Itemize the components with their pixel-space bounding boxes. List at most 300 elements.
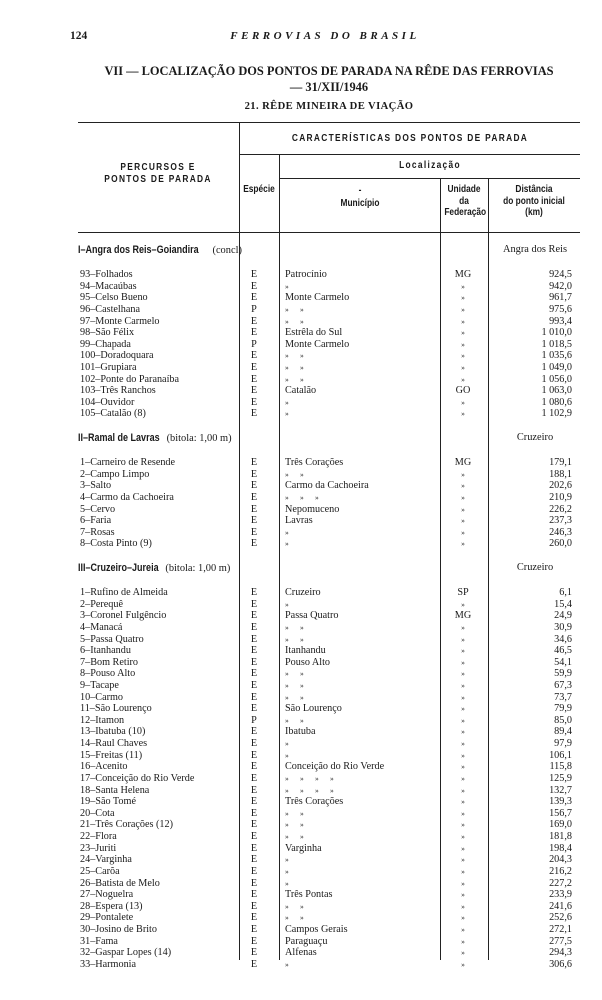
federal-unit: » <box>461 599 465 609</box>
municipality: » » <box>285 469 304 479</box>
federal-unit: GO <box>455 385 471 397</box>
station-name: 2–Campo Limpo <box>80 468 150 480</box>
station-name: 104–Ouvidor <box>80 396 135 408</box>
federal-unit: » <box>461 832 465 841</box>
station-name: 6–Faria <box>80 515 112 527</box>
table-row <box>78 761 576 773</box>
station-type: E <box>250 924 258 935</box>
station-name: 102–Ponte do Paranaíba <box>80 373 180 385</box>
table-row <box>78 866 576 878</box>
section-heading-name: II–Ramal de Lavras <box>78 432 160 444</box>
municipality: » <box>285 866 289 876</box>
station-type: E <box>250 703 258 715</box>
federal-unit: » <box>461 409 465 419</box>
municipality: » » <box>285 913 304 923</box>
municipality: » <box>285 281 289 291</box>
table-row <box>78 715 576 727</box>
station-type: E <box>250 865 258 877</box>
distance-km: 1 018,5 <box>541 338 572 350</box>
station-type: E <box>250 749 258 761</box>
section-heading-note: (concl) <box>209 245 242 256</box>
station-name: 12–Itamon <box>80 714 125 726</box>
station-type: E <box>250 842 258 854</box>
distance-km: 272,1 <box>549 924 572 935</box>
municipality: Nepomuceno <box>285 503 340 515</box>
distance-km: 210,9 <box>549 491 572 503</box>
station-type: E <box>250 668 258 680</box>
station-type: E <box>250 480 258 492</box>
federal-unit: » <box>461 959 465 969</box>
federal-unit: » <box>461 363 465 372</box>
municipality: » » » » <box>285 785 334 795</box>
municipality: » <box>285 397 289 407</box>
federal-unit: » <box>461 855 465 865</box>
table-row <box>78 362 576 374</box>
station-name: 22–Flora <box>80 831 117 842</box>
header-rule-localizacao <box>279 178 580 179</box>
federal-unit: » <box>461 469 465 479</box>
municipality: » <box>285 539 289 549</box>
municipality: Monte Carmelo <box>285 338 350 350</box>
federal-unit: » <box>461 785 465 795</box>
federal-unit: » <box>461 936 465 946</box>
station-name: 105–Catalão (8) <box>80 408 146 420</box>
section-origin: Cruzeiro <box>516 432 554 443</box>
federal-unit: MG <box>454 457 472 468</box>
station-type: E <box>250 503 258 515</box>
distance-km: 975,6 <box>549 303 572 315</box>
federal-unit: » <box>461 750 465 760</box>
municipality: Três Corações <box>285 457 344 468</box>
section-title <box>78 64 580 95</box>
distance-km: 24,9 <box>554 610 572 622</box>
station-name: 32–Gaspar Lopes (14) <box>80 947 172 959</box>
table-row <box>78 538 576 550</box>
station-name: 94–Macaúbas <box>80 280 137 292</box>
table-row <box>78 889 576 901</box>
table-row <box>78 901 576 913</box>
station-type: P <box>251 338 257 350</box>
table-row <box>78 622 576 634</box>
table-row <box>78 350 576 362</box>
table-row <box>78 292 576 304</box>
station-type: E <box>250 819 258 831</box>
municipality: Passa Quatro <box>285 610 339 622</box>
station-name: 8–Costa Pinto (9) <box>80 538 152 550</box>
station-type: E <box>250 515 258 527</box>
municipality: » » <box>285 692 304 702</box>
table-row <box>78 645 576 657</box>
distance-km: 216,2 <box>549 865 572 877</box>
federal-unit: » <box>461 797 465 807</box>
federal-unit: » <box>461 492 465 502</box>
distance-km: 67,3 <box>554 680 572 691</box>
table-row <box>78 750 576 762</box>
municipality: Ibatuba <box>285 726 316 738</box>
municipality: » » <box>285 622 304 632</box>
federal-unit: » <box>461 762 465 772</box>
distance-km: 237,3 <box>549 515 572 527</box>
station-name: 101–Grupiara <box>80 362 137 373</box>
distance-km: 252,6 <box>549 912 572 924</box>
distance-km: 188,1 <box>549 468 572 480</box>
station-name: 5–Passa Quatro <box>80 633 144 645</box>
section-origin: Cruzeiro <box>516 562 554 573</box>
table-row <box>78 680 576 692</box>
distance-km: 179,1 <box>549 457 572 468</box>
table-row <box>78 610 576 622</box>
municipality: » <box>285 855 289 865</box>
table-row <box>78 469 576 481</box>
federal-unit: » <box>461 843 465 853</box>
municipality: » <box>285 409 289 419</box>
header-unidade: Unidade da Federação <box>444 184 487 218</box>
header-distancia: Distância do ponto inicial (km) <box>503 184 565 218</box>
federal-unit: » <box>461 281 465 291</box>
municipality: » » <box>285 820 304 830</box>
municipality: Patrocínio <box>285 269 327 280</box>
federal-unit: » <box>461 374 465 384</box>
table-row <box>78 527 576 539</box>
station-name: 24–Varginha <box>80 854 132 866</box>
distance-km: 89,4 <box>554 726 572 738</box>
station-type: E <box>250 327 258 339</box>
station-type: E <box>250 491 258 503</box>
station-name: 18–Santa Helena <box>80 784 150 796</box>
federal-unit: MG <box>454 610 472 622</box>
station-name: 8–Pouso Alto <box>80 668 136 680</box>
station-name: 28–Espera (13) <box>80 900 143 912</box>
distance-km: 79,9 <box>554 703 572 715</box>
municipality: » » <box>285 316 304 326</box>
federal-unit: » <box>461 913 465 923</box>
table-row <box>78 843 576 855</box>
table-row <box>78 316 576 328</box>
distance-km: 942,0 <box>549 280 572 292</box>
table-row <box>78 924 576 936</box>
station-type: E <box>250 373 258 385</box>
station-name: 29–Pontalete <box>80 912 134 924</box>
station-name: 25–Carõa <box>80 865 120 877</box>
station-type: E <box>250 854 258 866</box>
station-type: E <box>250 831 258 842</box>
municipality: » » <box>285 832 304 841</box>
distance-km: 30,9 <box>554 621 572 633</box>
table-row <box>78 408 576 420</box>
table-row <box>78 599 576 611</box>
municipality: » » <box>285 374 304 384</box>
federal-unit: » <box>461 878 465 888</box>
table-row <box>78 657 576 669</box>
distance-km: 1 080,6 <box>541 396 572 408</box>
station-type: E <box>250 408 258 420</box>
municipality: » » » » <box>285 773 334 783</box>
distance-km: 294,3 <box>549 947 572 959</box>
page-number: 124 <box>70 30 88 42</box>
distance-km: 54,1 <box>554 656 572 668</box>
section-heading <box>78 244 242 256</box>
distance-km: 198,4 <box>549 842 572 854</box>
distance-km: 169,0 <box>549 819 572 831</box>
federal-unit: » <box>461 646 465 656</box>
distance-km: 233,9 <box>549 889 572 901</box>
header-municipio-mark: - <box>358 185 362 196</box>
federal-unit: » <box>461 328 465 338</box>
municipality: » » » <box>285 492 319 502</box>
section-heading <box>78 432 232 444</box>
station-name: 2–Perequê <box>80 598 123 610</box>
journal-title: FERROVIAS DO BRASIL <box>230 30 420 42</box>
station-type: E <box>250 958 258 970</box>
table-row <box>78 738 576 750</box>
municipality: Alfenas <box>285 947 317 959</box>
table-row <box>78 726 576 738</box>
municipality: » <box>285 750 289 760</box>
header-municipio: Município <box>340 198 380 209</box>
federal-unit: » <box>461 808 465 818</box>
municipality: » » <box>285 715 304 725</box>
station-type: E <box>250 900 258 912</box>
table-row <box>78 912 576 924</box>
station-name: 33–Harmonia <box>80 958 137 970</box>
station-type: E <box>250 468 258 480</box>
distance-km: 306,6 <box>549 958 572 970</box>
table-row <box>78 269 576 281</box>
header-bottom-rule <box>78 232 580 233</box>
table-row <box>78 327 576 339</box>
station-type: E <box>250 269 258 280</box>
header-localizacao: Localização <box>399 160 461 171</box>
distance-km: 260,0 <box>549 538 572 550</box>
distance-km: 156,7 <box>549 807 572 819</box>
table-row <box>78 304 576 316</box>
distance-km: 246,3 <box>549 526 572 538</box>
station-name: 1–Carneiro de Resende <box>80 457 176 468</box>
station-type: E <box>250 538 258 550</box>
table-row <box>78 831 576 843</box>
station-type: E <box>250 935 258 947</box>
federal-unit: » <box>461 890 465 900</box>
station-name: 9–Tacape <box>80 680 119 691</box>
station-type: E <box>250 761 258 773</box>
table-row <box>78 587 576 599</box>
federal-unit: » <box>461 681 465 690</box>
federal-unit: » <box>461 704 465 714</box>
station-type: E <box>250 315 258 327</box>
municipality: Cruzeiro <box>285 587 321 598</box>
distance-km: 227,2 <box>549 877 572 889</box>
station-type: E <box>250 280 258 292</box>
municipality: » <box>285 739 289 749</box>
station-type: P <box>251 714 257 726</box>
station-type: E <box>250 691 258 703</box>
station-type: E <box>250 621 258 633</box>
station-type: E <box>250 726 258 738</box>
municipality: » <box>285 527 289 537</box>
table-row <box>78 281 576 293</box>
municipality: » <box>285 959 289 969</box>
federal-unit: » <box>461 773 465 783</box>
station-type: E <box>250 633 258 645</box>
table-row <box>78 947 576 959</box>
station-name: 11–São Lourenço <box>80 703 152 715</box>
station-name: 10–Carmo <box>80 691 124 703</box>
station-name: 14–Raul Chaves <box>80 738 148 750</box>
municipality: Campos Gerais <box>285 924 348 935</box>
distance-km: 1 063,0 <box>541 385 572 397</box>
municipality: » » <box>285 363 304 372</box>
station-name: 20–Cota <box>80 807 115 819</box>
municipality: » » <box>285 669 304 679</box>
federal-unit: » <box>461 866 465 876</box>
station-name: 7–Rosas <box>80 526 115 538</box>
table-row <box>78 634 576 646</box>
station-type: E <box>250 656 258 668</box>
table-top-rule <box>78 122 580 123</box>
table-row <box>78 339 576 351</box>
municipality: Monte Carmelo <box>285 292 350 304</box>
section-heading-note: (bitola: 1,00 m) <box>164 433 232 444</box>
federal-unit: » <box>461 727 465 737</box>
station-type: E <box>250 350 258 362</box>
table-row <box>78 703 576 715</box>
table-row <box>78 668 576 680</box>
federal-unit: » <box>461 739 465 749</box>
distance-km: 277,5 <box>549 935 572 947</box>
section-heading <box>78 562 230 574</box>
station-type: E <box>250 526 258 538</box>
station-name: 19–São Tomé <box>80 796 136 808</box>
municipality: Três Corações <box>285 796 344 808</box>
station-type: E <box>250 396 258 408</box>
distance-km: 85,0 <box>554 714 572 726</box>
federal-unit: » <box>461 339 465 349</box>
federal-unit: » <box>461 539 465 549</box>
distance-km: 46,5 <box>554 645 572 657</box>
station-name: 30–Josino de Brito <box>80 924 157 935</box>
federal-unit: » <box>461 504 465 514</box>
municipality: Paraguaçu <box>285 935 328 947</box>
municipality: » » <box>285 351 304 361</box>
distance-km: 226,2 <box>549 503 572 515</box>
station-type: E <box>250 680 258 691</box>
distance-km: 993,4 <box>549 315 572 327</box>
table-row <box>78 397 576 409</box>
municipality: » » <box>285 304 304 314</box>
federal-unit: SP <box>457 587 469 598</box>
station-name: 6–Itanhandu <box>80 645 131 657</box>
federal-unit: » <box>461 481 465 491</box>
table-row <box>78 480 576 492</box>
station-name: 16–Acenito <box>80 761 128 773</box>
table-row <box>78 936 576 948</box>
station-type: P <box>251 303 257 315</box>
municipality: Varginha <box>285 842 322 854</box>
table-row <box>78 692 576 704</box>
table-row <box>78 878 576 890</box>
table-row <box>78 819 576 831</box>
federal-unit: » <box>461 948 465 958</box>
station-type: E <box>250 738 258 750</box>
municipality: » » <box>285 901 304 911</box>
header-percursos: PERCURSOS E PONTOS DE PARADA <box>104 162 212 185</box>
distance-km: 241,6 <box>549 900 572 912</box>
distance-km: 181,8 <box>549 831 572 842</box>
station-name: 27–Noguelra <box>80 889 134 901</box>
federal-unit: » <box>461 622 465 632</box>
federal-unit: » <box>461 516 465 526</box>
station-type: E <box>250 457 258 468</box>
distance-km: 139,3 <box>549 796 572 808</box>
station-name: 5–Cervo <box>80 503 116 515</box>
table-row <box>78 385 576 397</box>
federal-unit: » <box>461 304 465 314</box>
station-type: E <box>250 385 258 397</box>
station-name: 93–Folhados <box>80 269 133 280</box>
station-type: E <box>250 645 258 657</box>
distance-km: 1 049,0 <box>541 362 572 373</box>
distance-km: 961,7 <box>549 292 572 304</box>
municipality: » » <box>285 681 304 690</box>
header-rule-characteristics <box>239 154 580 155</box>
municipality: Estrêla do Sul <box>285 327 343 339</box>
header-especie: Espécie <box>243 184 275 195</box>
station-name: 17–Conceição do Rio Verde <box>80 772 195 784</box>
distance-km: 202,6 <box>549 480 572 492</box>
federal-unit: » <box>461 901 465 911</box>
municipality: Conceição do Rio Verde <box>285 761 385 773</box>
distance-km: 34,6 <box>554 633 572 645</box>
section-origin: Angra dos Reis <box>502 244 568 255</box>
municipality: » <box>285 878 289 888</box>
municipality: » <box>285 599 289 609</box>
station-type: E <box>250 292 258 304</box>
station-name: 15–Freitas (11) <box>80 749 143 761</box>
federal-unit: » <box>461 527 465 537</box>
station-name: 31–Fama <box>80 935 118 947</box>
station-name: 1–Rufino de Almeida <box>80 587 168 598</box>
section-title-line2: — 31/XII/1946 <box>289 79 369 94</box>
federal-unit: » <box>461 657 465 667</box>
distance-km: 1 010,0 <box>541 327 572 339</box>
station-type: E <box>250 587 258 598</box>
municipality: » » <box>285 634 304 644</box>
station-name: 98–São Félix <box>80 327 135 339</box>
municipality: Três Pontas <box>285 889 333 901</box>
section-heading-name: III–Cruzeiro–Jureia <box>78 562 159 574</box>
header-caracteristicas: CARACTERÍSTICAS DOS PONTOS DE PARADA <box>291 133 529 144</box>
station-name: 13–Ibatuba (10) <box>80 726 146 738</box>
station-name: 3–Coronel Fulgêncio <box>80 610 167 622</box>
station-type: E <box>250 912 258 924</box>
station-type: E <box>250 947 258 959</box>
federal-unit: » <box>461 692 465 702</box>
distance-km: 125,9 <box>549 772 572 784</box>
federal-unit: » <box>461 715 465 725</box>
station-type: E <box>250 889 258 901</box>
federal-unit: » <box>461 351 465 361</box>
running-head <box>70 30 580 46</box>
railway-title: 21. RÊDE MINEIRA DE VIAÇÃO <box>244 101 414 112</box>
station-type: E <box>250 877 258 889</box>
station-name: 97–Monte Carmelo <box>80 315 160 327</box>
distance-km: 59,9 <box>554 668 572 680</box>
station-name: 100–Doradoquara <box>80 350 154 362</box>
station-name: 21–Três Corações (12) <box>80 819 173 831</box>
distance-km: 97,9 <box>554 738 572 750</box>
station-name: 26–Batista de Melo <box>80 877 160 889</box>
distance-km: 1 102,9 <box>541 408 572 420</box>
